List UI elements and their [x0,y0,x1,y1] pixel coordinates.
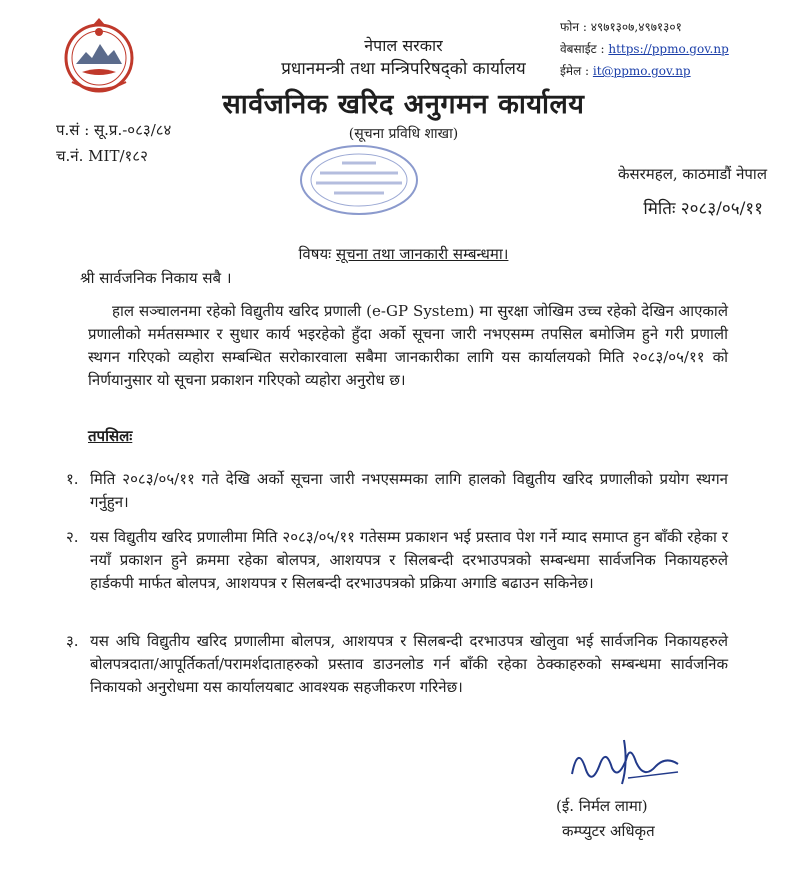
letter-date: मितिः २०८३/०५/११ [643,199,763,219]
letterhead-section: (सूचना प्रविधि शाखा) [348,126,459,142]
email-label: ईमेल : [560,64,590,78]
subject-label: विषयः [298,245,332,263]
reference-pasam: प.सं : सू.प्र.-०८३/८४ [56,121,172,139]
list-item-number: १. [66,470,79,488]
contact-email [560,62,691,80]
list-item-text: यस अघि विद्युतीय खरिद प्रणालीमा बोलपत्र, आशयपत्र र सिलबन्दी दरभाउपत्र खोलुवा भई सार्वजनिक निकायहरुले बोलपत्रदाता/आपूर्तिकर्ता/परामर्शदाताहरुको प्रस्ताव डाउनलोड गर्न बाँकी रहेका ठेक्काहरुको सम्बन्धमा सार्वजनिक निकायको अनुरोधमा यस कार्यालयबाट आवश्यक सहजीकरण गरिनेछ। [90,632,728,696]
list-item-number: २. [66,528,79,546]
letterhead-line-1: नेपाल सरकार [364,36,443,55]
list-item-text: यस विद्युतीय खरिद प्रणालीमा मिति २०८३/०५/११ गतेसम्म प्रकाशन भई प्रस्ताव पेश गर्ने म्याद समाप्त हुन बाँकी रहेका र नयाँ प्रकाशन हुने क्रममा रहेका बोलपत्र, आशयपत्र र सिलबन्दी दरभाउपत्रको सम्बन्धमा सार्वजनिक निकायहरुले हार्डकपी मार्फत बोलपत्र, आशयपत्र र सिलबन्दी दरभाउपत्रको प्रक्रिया अगाडि बढाउन सकिनेछ। [90,528,728,592]
phone-label: फोन : [560,20,587,34]
website-label: वेबसाईट : [560,42,605,56]
office-seal-stamp-icon [298,143,420,217]
contact-website [560,40,729,58]
letterhead-office-name: सार्वजनिक खरिद अनुगमन कार्यालय [222,89,585,120]
email-link[interactable]: it@ppmo.gov.np [592,64,691,78]
handwritten-signature-icon [566,734,684,790]
tapasil-heading: तपसिलः [88,427,133,445]
reference-chanam: च.नं. MIT/१८२ [56,147,148,165]
list-item-text: मिति २०८३/०५/११ गते देखि अर्को सूचना जारी नभएसम्मका लागि हालको विद्युतीय खरिद प्रणालीको प्रयोग स्थगन गर्नुहुन। [90,470,728,511]
phone-value: ४९७१३०७,४९७१३०१ [590,20,682,34]
subject-line [0,244,807,264]
contact-phone [560,18,682,36]
office-address: केसरमहल, काठमाडौं नेपाल [618,165,767,183]
body-paragraph: हाल सञ्चालनमा रहेको विद्युतीय खरिद प्रणाली (e-GP System) मा सुरक्षा जोखिम उच्च रहेको देखिन आएकाले प्रणालीको मर्मतसम्भार र सुधार कार्य भइरहेको हुँदा अर्को सूचना जारी नभएसम्म तपसिल बमोजिम हुने गरी प्रणाली स्थगन गरिएको व्यहोरा सम्बन्धित सरोकारवाला सबैमा जानकारीका लागि यस कार्यालयको मिति २०८३/०५/११ को निर्णयानुसार यो सूचना प्रकाशन गरिएको व्यहोरा अनुरोध छ। [88,302,728,389]
letterhead-line-2: प्रधानमन्त्री तथा मन्त्रिपरिषद्को कार्यालय [281,59,526,79]
subject-text: सूचना तथा जानकारी सम्बन्धमा। [335,245,509,263]
website-link[interactable]: https://ppmo.gov.np [608,42,729,56]
signatory-name: (ई. निर्मल लामा) [556,797,648,815]
list-item-1 [66,468,728,514]
signatory-title: कम्प्युटर अधिकृत [562,822,655,840]
addressee: श्री सार्वजनिक निकाय सबै । [80,269,232,287]
list-item-3 [66,630,728,699]
list-item-number: ३. [66,632,79,650]
list-item-2 [66,526,728,595]
